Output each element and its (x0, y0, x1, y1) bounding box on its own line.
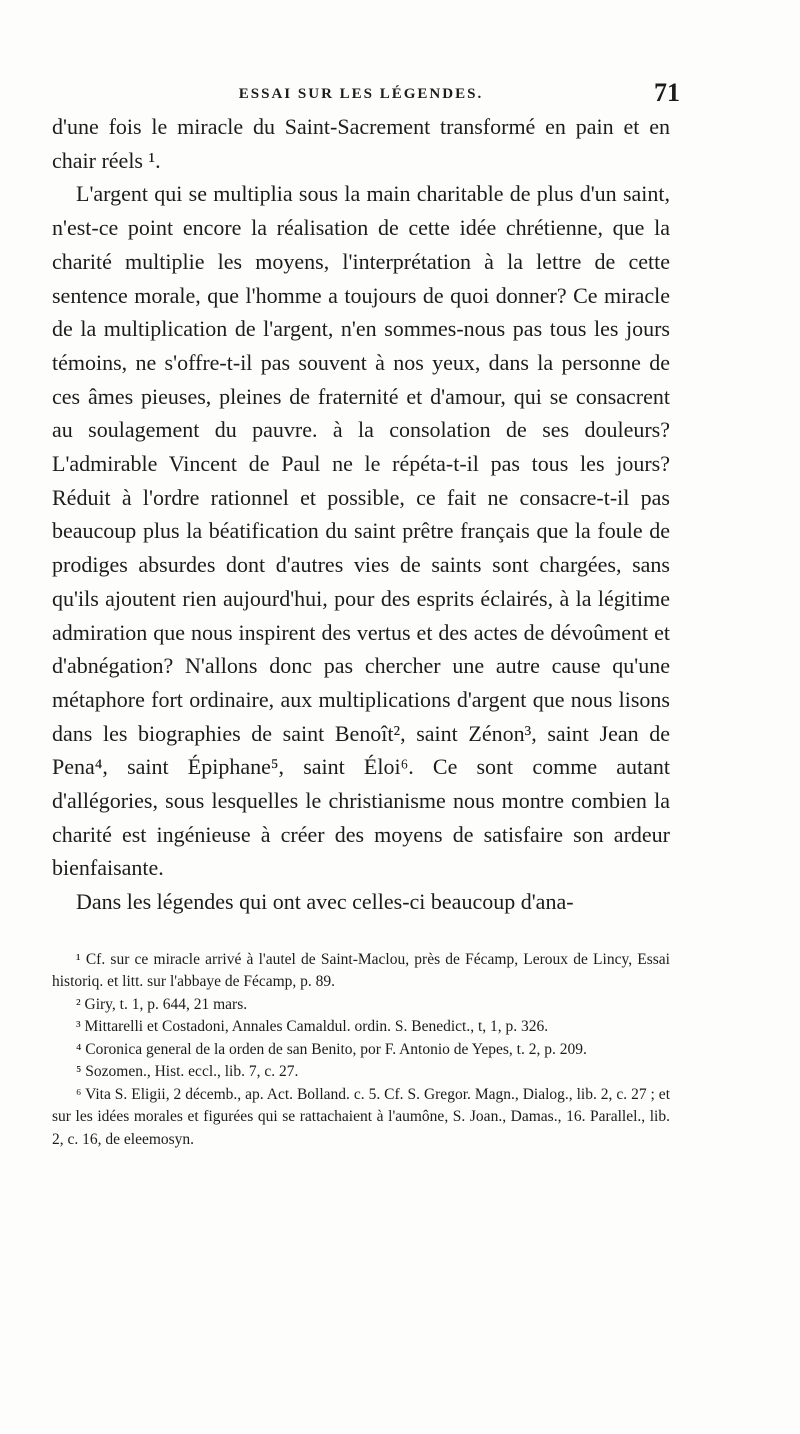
body-text (52, 110, 670, 919)
footnote-3: ³ Mittarelli et Costadoni, Annales Camaldul. ordin. S. Benedict., t, 1, p. 326. (76, 1018, 549, 1036)
footnote-1: ¹ Cf. sur ce miracle arrivé à l'autel de Saint-Maclou, près de Fécamp, Leroux de Lincy, Essai historiq. et litt. sur l'abbaye de Fécamp, p. 89. (52, 950, 670, 991)
paragraph-legendes: Dans les légendes qui ont avec celles-ci beaucoup d'ana- (76, 889, 574, 915)
page-number: 71 (654, 78, 680, 107)
footnote-2: ² Giry, t. 1, p. 644, 21 mars. (76, 995, 248, 1013)
paragraph-continuation: d'une fois le miracle du Saint-Sacrement transformé en pain et en chair réels ¹. (52, 114, 670, 173)
running-head (52, 78, 680, 110)
footnotes (52, 949, 670, 1152)
footnote-4: ⁴ Coronica general de la orden de san Benito, por F. Antonio de Yepes, t. 2, p. 209. (76, 1040, 587, 1058)
footnote-5: ⁵ Sozomen., Hist. eccl., lib. 7, c. 27. (76, 1063, 299, 1081)
book-page (52, 78, 680, 1151)
footnote-6: ⁶ Vita S. Eligii, 2 décemb., ap. Act. Bolland. c. 5. Cf. S. Gregor. Magn., Dialog., lib. 2, c. 27 ; et sur les idées morales et figurées qui se rattachaient à l'aumône, S. Joan., Damas., 16. Parallel., lib. 2, c. 16, de eleemosyn. (52, 1085, 670, 1148)
paragraph-miracle-argent: L'argent qui se multiplia sous la main charitable de plus d'un saint, n'est-ce point encore la réalisation de cette idée chrétienne, que la charité multiplie les moyens, l'interprétation à la lettre de cette sentence morale, que l'homme a toujours de quoi donner? Ce miracle de la multiplication de l'argent, n'en sommes-nous pas tous les jours témoins, ne s'offre-t-il pas souvent à nos yeux, dans la personne de ces âmes pieuses, pleines de fraternité et d'amour, qui se consacrent au soulagement du pauvre. à la consolation de ses douleurs? L'admirable Vincent de Paul ne le répéta-t-il pas tous les jours? Réduit à l'ordre rationnel et possible, ce fait ne consacre-t-il pas beaucoup plus la béatification du saint prêtre français que la foule de prodiges absurdes dont d'autres vies de saints sont chargées, sans qu'ils ajoutent rien aujourd'hui, pour des esprits éclairés, à la légitime admiration que nous inspirent des vertus et des actes de dévoûment et d'abnégation? N'allons donc pas chercher une autre cause qu'une métaphore fort ordinaire, aux multiplications d'argent que nous lisons dans les biographies de saint Benoît², saint Zénon³, saint Jean de Pena⁴, saint Épiphane⁵, saint Éloi⁶. Ce sont comme autant d'allégories, sous lesquelles le christianisme nous montre combien la charité est ingénieuse à créer des moyens de satisfaire son ardeur bienfaisante. (52, 181, 670, 881)
running-title: ESSAI SUR LES LÉGENDES. (238, 86, 484, 102)
